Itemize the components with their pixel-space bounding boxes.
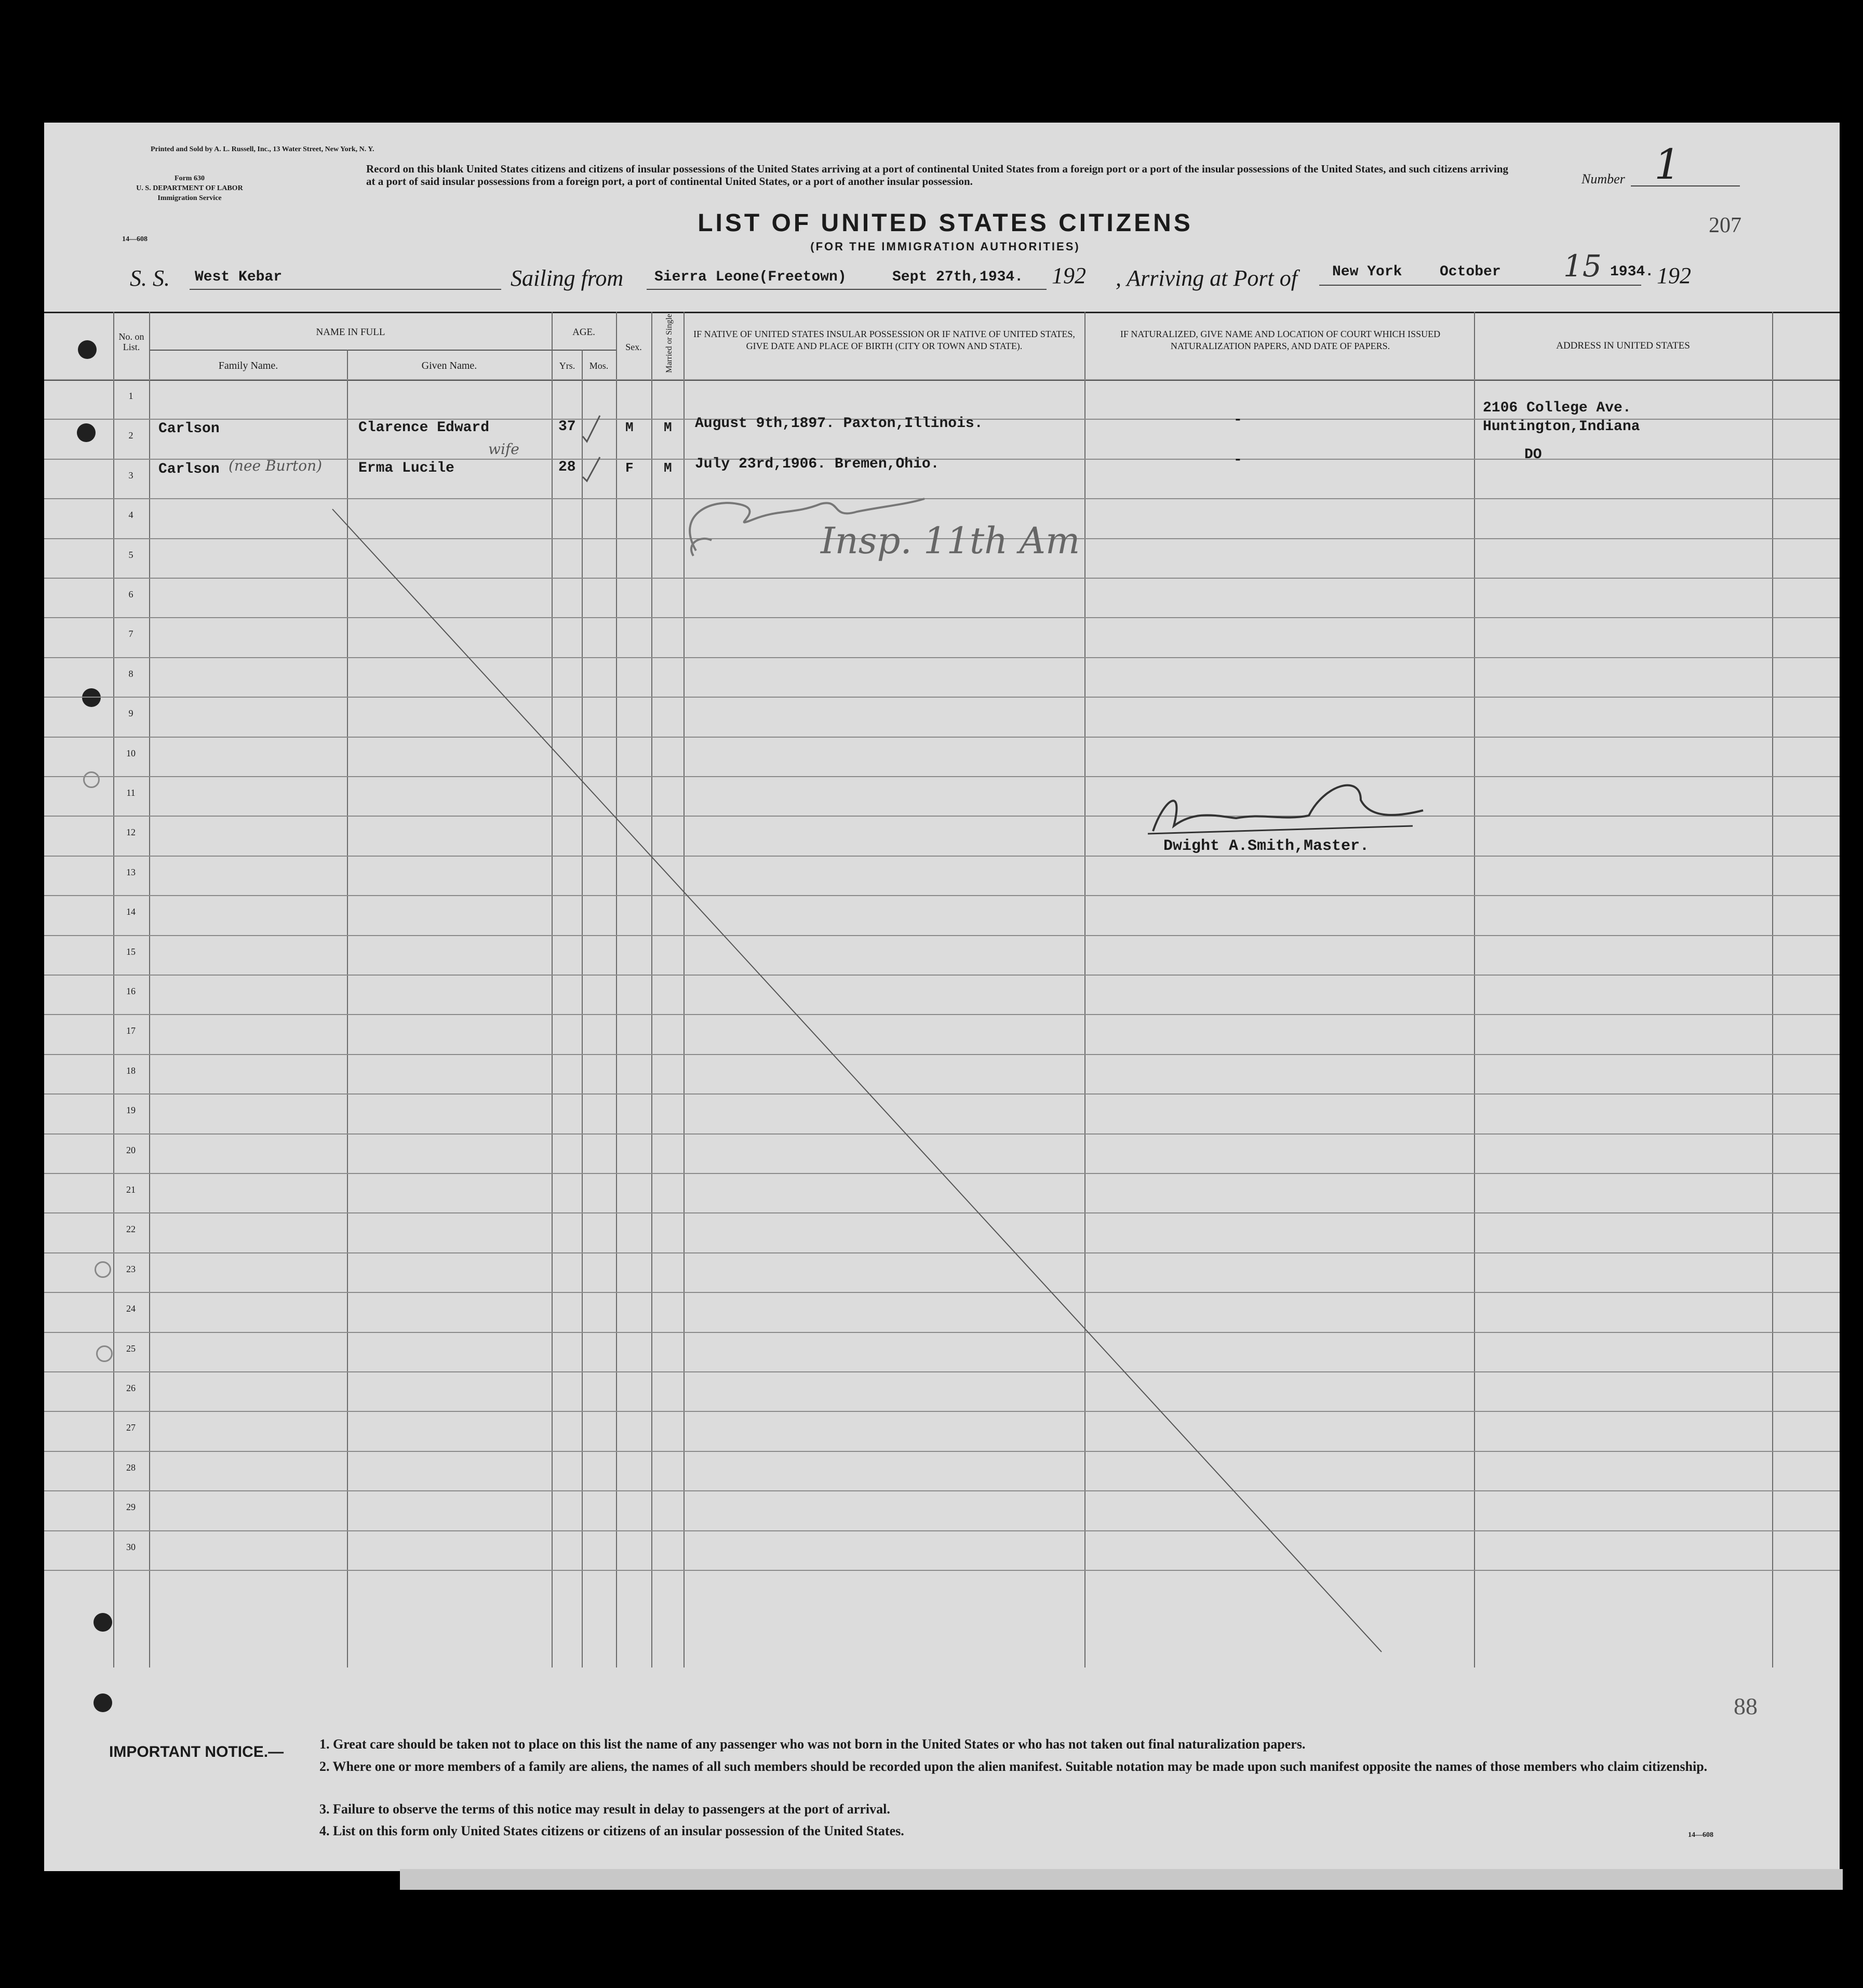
row-2-naturalized: - — [1234, 452, 1242, 468]
row-number: 12 — [126, 827, 136, 837]
row-number: 8 — [128, 669, 133, 679]
header-address: ADDRESS IN UNITED STATES — [1556, 340, 1690, 351]
notice-heading: IMPORTANT NOTICE.— — [109, 1743, 284, 1760]
ship-name: West Kebar — [195, 269, 283, 285]
arrival-year: 1934. — [1610, 264, 1654, 280]
row-number: 27 — [126, 1422, 136, 1433]
row-number: 30 — [126, 1542, 136, 1552]
row-number: 20 — [126, 1145, 136, 1155]
row-2-marital-status: M — [664, 460, 672, 476]
row-1-birth: August 9th,1897. Paxton,Illinois. — [695, 416, 983, 432]
header-married: Married or Single. — [665, 312, 674, 373]
row-1-sex: M — [625, 420, 634, 435]
notice-item-2: 2. Where one or more members of a family are aliens, the names of all such members should be recorded upon the alien manifest. Suitable notation may be made upon such manifest opposite the names of those members who claim citizenship. — [319, 1759, 1708, 1774]
department-name: U. S. DEPARTMENT OF LABOR — [136, 184, 243, 192]
row-number: 7 — [128, 629, 133, 639]
row-number: 11 — [126, 788, 136, 798]
arrival-day: 15 — [1563, 248, 1602, 284]
header-birth: IF NATIVE OF UNITED STATES INSULAR POSSESSION OR IF NATIVE OF UNITED STATES, GIVE DATE AND PLACE OF BIRTH (CITY OR TOWN AND STATE). — [693, 329, 1075, 351]
row-number: 25 — [126, 1343, 136, 1354]
row-number: 1 — [128, 391, 133, 401]
row-number: 21 — [126, 1184, 136, 1195]
row-1-naturalized: - — [1234, 412, 1242, 428]
row-1-address-line-1: 2106 College Ave. — [1483, 400, 1631, 416]
row-2-birth: July 23rd,1906. Bremen,Ohio. — [695, 456, 940, 472]
number-label: Number — [1581, 171, 1625, 186]
notice-item-4: 4. List on this form only United States citizens or citizens of an insular possession of the United States. — [319, 1823, 904, 1838]
row-2-address: DO — [1524, 447, 1542, 463]
form-code: 14—608 — [122, 235, 148, 243]
row-number: 19 — [126, 1105, 136, 1115]
row-2-sex: F — [625, 460, 634, 476]
header-age: AGE. — [572, 327, 595, 338]
row-number: 5 — [128, 550, 133, 560]
stamp-number: 88 — [1734, 1693, 1758, 1719]
arriving-label: , Arriving at Port of — [1116, 265, 1297, 291]
row-1-family-name: Carlson — [158, 421, 220, 437]
sail-date: Sept 27th,1934. — [892, 269, 1024, 285]
row-number: 23 — [126, 1264, 136, 1274]
row-number: 28 — [126, 1462, 136, 1473]
inspector-note: Insp. 11th Am — [821, 519, 1080, 562]
arrival-year-suffix: 192 — [1657, 263, 1691, 288]
row-2-family-note: (nee Burton) — [229, 457, 323, 474]
header-yrs: Yrs. — [559, 361, 575, 371]
row-1-given-name: Clarence Edward — [358, 420, 490, 436]
row-2-age-years: 28 — [558, 459, 576, 475]
row-2-given-note: wife — [488, 441, 519, 458]
form-number: Form 630 — [175, 175, 205, 182]
from-port: Sierra Leone(Freetown) — [654, 269, 847, 285]
row-number: 29 — [126, 1502, 136, 1512]
row-number: 9 — [128, 708, 133, 718]
notice-item-3: 3. Failure to observe the terms of this notice may result in delay to passengers at the port of arrival. — [319, 1802, 890, 1817]
row-number: 16 — [126, 986, 136, 996]
notice-code: 14—608 — [1688, 1831, 1713, 1839]
row-2-given-name: Erma Lucile — [358, 460, 454, 476]
header-no-on-list: No. on List. — [118, 331, 144, 352]
header-given-name: Given Name. — [421, 360, 477, 371]
row-number: 17 — [126, 1025, 136, 1036]
header-sex: Sex. — [625, 342, 642, 352]
row-number: 2 — [128, 430, 133, 441]
header-name-in-full: NAME IN FULL — [316, 327, 385, 338]
row-number: 15 — [126, 946, 136, 957]
page-subtitle: (FOR THE IMMIGRATION AUTHORITIES) — [810, 240, 1080, 253]
master-signature: Dwight A.Smith,Master. — [1163, 837, 1370, 855]
row-number: 18 — [126, 1065, 136, 1076]
page-title: LIST OF UNITED STATES CITIZENS — [698, 209, 1193, 237]
row-number: 13 — [126, 867, 136, 877]
header-naturalized: IF NATURALIZED, GIVE NAME AND LOCATION OF COURT WHICH ISSUED NATURALIZATION PAPERS, AND DATE OF PAPERS. — [1120, 329, 1441, 351]
arrival-port: New York — [1332, 264, 1402, 280]
page-number: 207 — [1709, 214, 1741, 237]
row-number: 22 — [126, 1224, 136, 1234]
row-number: 26 — [126, 1383, 136, 1393]
row-number: 6 — [128, 589, 133, 599]
row-1-age-years: 37 — [558, 419, 576, 435]
row-1-address-line-2: Huntington,Indiana — [1483, 419, 1640, 435]
header-mos: Mos. — [589, 361, 609, 371]
year-suffix: 192 — [1052, 263, 1086, 288]
row-number: 4 — [128, 510, 133, 520]
sailing-label: Sailing from — [511, 265, 624, 291]
number-value: 1 — [1654, 140, 1681, 189]
service-name: Immigration Service — [157, 194, 222, 202]
printer-line: Printed and Sold by A. L. Russell, Inc., 13 Water Street, New York, N. Y. — [151, 145, 374, 153]
ss-label: S. S. — [130, 265, 170, 291]
instructions: Record on this blank United States citizens and citizens of insular possessions of the United States arriving at a port of continental United States from a foreign port or a port of the insular possessions of the United States, and such citizens arriving at a port of said insular possessions from a foreign port, a port of continental United States, or a port of another insular possession. — [366, 163, 1509, 188]
row-number: 14 — [126, 906, 136, 917]
arrival-month: October — [1440, 264, 1501, 280]
row-1-marital-status: M — [664, 420, 672, 435]
row-2-family-name: Carlson — [158, 461, 220, 477]
row-number: 10 — [126, 748, 136, 758]
header-family-name: Family Name. — [218, 360, 278, 371]
row-number: 3 — [128, 470, 133, 481]
notice-item-1: 1. Great care should be taken not to place on this list the name of any passenger who was not born in the United States or who has not taken out final naturalization papers. — [319, 1737, 1306, 1752]
row-number: 24 — [126, 1303, 136, 1314]
